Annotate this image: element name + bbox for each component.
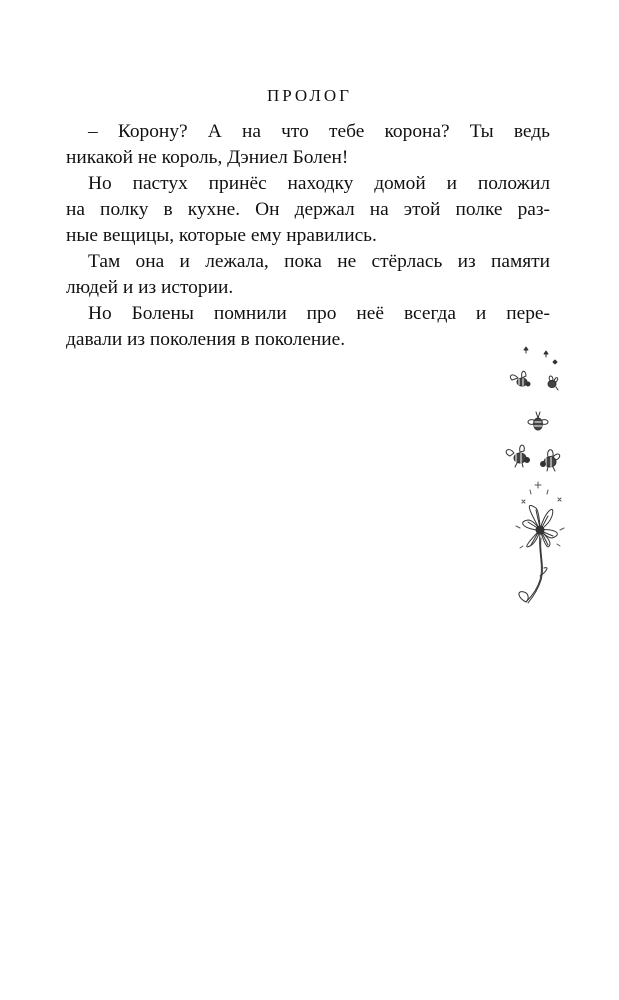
text-line: людей и из истории. xyxy=(66,277,234,298)
paragraph xyxy=(66,119,550,171)
bee-icon xyxy=(528,412,548,430)
text-line: – Корону? А на что тебе корона? Ты ведь xyxy=(88,121,550,142)
bee-icon xyxy=(548,376,558,390)
prologue-text xyxy=(66,119,550,353)
text-line: ные вещицы, которые ему нравились. xyxy=(66,225,377,246)
text-line: давали из поколения в поколение. xyxy=(66,329,346,350)
bee-icon xyxy=(506,445,529,467)
text-line: Но Болены помнили про неё всегда и пере- xyxy=(88,303,550,324)
paragraph xyxy=(66,301,550,353)
paragraph xyxy=(66,171,550,249)
small-bee-icon xyxy=(553,360,557,364)
text-line: никакой не король, Дэниел Болен! xyxy=(66,147,349,168)
text-line: на полку в кухне. Он держал на этой полке раз- xyxy=(66,199,550,220)
paragraph xyxy=(66,249,550,301)
text-line: Но пастух принёс находку домой и положил xyxy=(88,173,550,194)
bee-icon xyxy=(541,450,560,471)
text-line: Там она и лежала, пока не стёрлась из памяти xyxy=(88,251,550,272)
bees-and-flower-icon xyxy=(500,340,580,610)
bee-icon xyxy=(510,371,530,386)
chapter-heading: ПРОЛОГ xyxy=(266,86,352,105)
small-bee-icon xyxy=(524,347,528,353)
small-bee-icon xyxy=(544,351,548,357)
